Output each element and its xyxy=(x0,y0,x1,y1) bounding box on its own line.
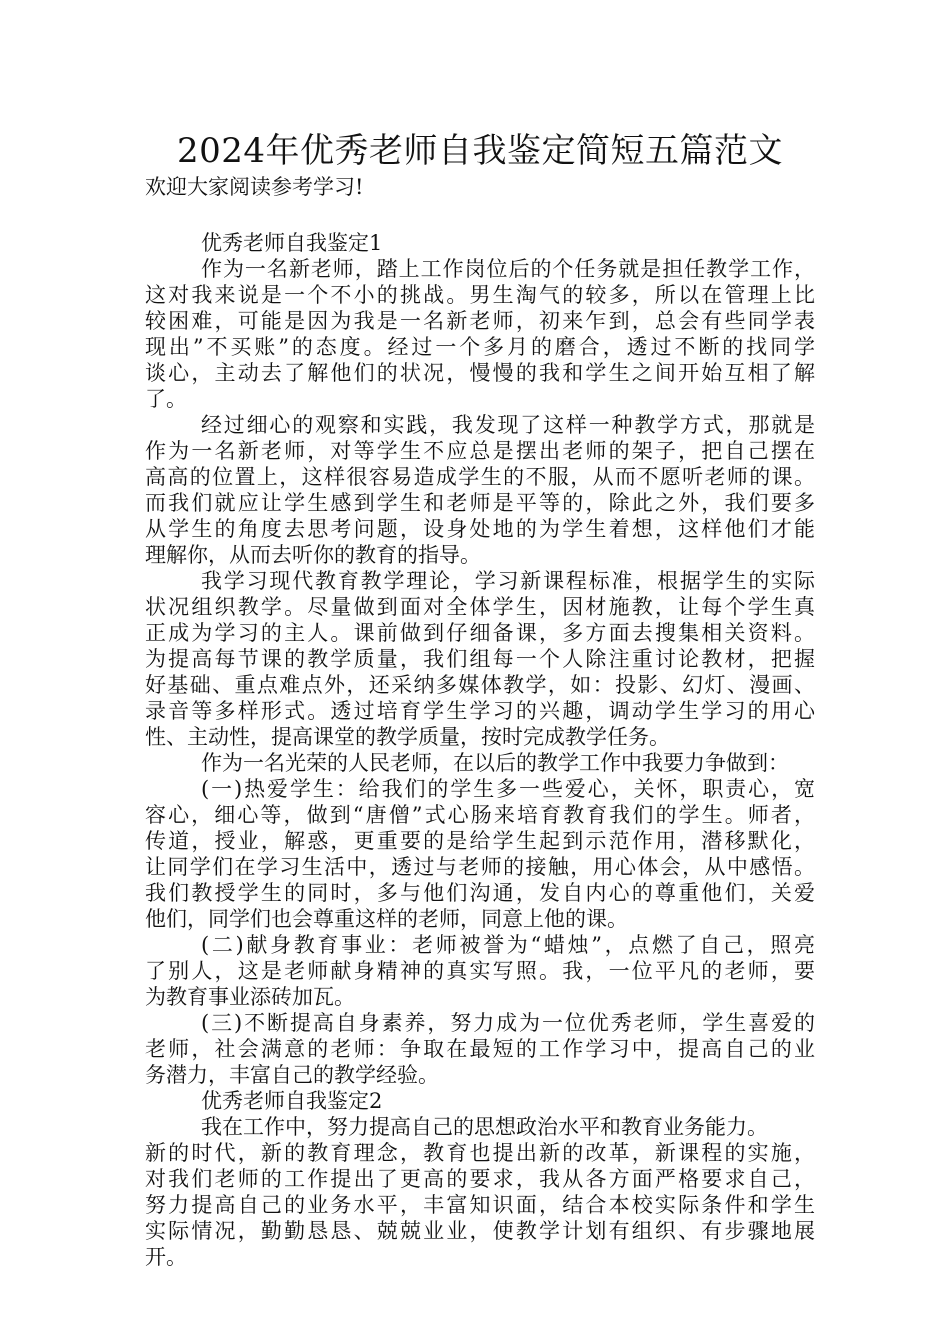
text-line: 状况组织教学。尽量做到面对全体学生，因材施教，让每个学生真 xyxy=(145,595,815,619)
text-line: 容心，细心等，做到“唐僧”式心肠来培育教育我们的学生。师者， xyxy=(145,803,815,827)
text-line: 为教育事业添砖加瓦。 xyxy=(145,985,355,1009)
text-line: 从学生的角度去思考问题，设身处地的为学生着想，这样他们才能 xyxy=(145,517,815,541)
text-line: 性、主动性，提高课堂的教学质量，按时完成教学任务。 xyxy=(145,725,670,749)
text-line: 他们，同学们也会尊重这样的老师，同意上他的课。 xyxy=(145,907,628,931)
text-line: (二)献身教育事业：老师被誉为“蜡烛”，点燃了自己，照亮 xyxy=(201,933,815,957)
text-line: 而我们就应让学生感到学生和老师是平等的，除此之外，我们要多 xyxy=(145,491,815,515)
text-line: 了别人，这是老师献身精神的真实写照。我，一位平凡的老师，要 xyxy=(145,959,815,983)
text-line: 经过细心的观察和实践，我发现了这样一种教学方式，那就是 xyxy=(201,413,815,437)
text-line: 好基础、重点难点外，还采纳多媒体教学，如：投影、幻灯、漫画、 xyxy=(145,673,815,697)
text-line: 作为一名新老师，对等学生不应总是摆出老师的架子，把自己摆在 xyxy=(145,439,815,463)
text-line: (三)不断提高自身素养，努力成为一位优秀老师，学生喜爱的 xyxy=(201,1011,815,1035)
text-line: 为提高每节课的教学质量，我们组每一个人除注重讨论教材，把握 xyxy=(145,647,815,671)
text-line: 谈心，主动去了解他们的状况，慢慢的我和学生之间开始互相了解 xyxy=(145,361,815,385)
document-title: 2024年优秀老师自我鉴定简短五篇范文 xyxy=(176,131,784,171)
text-line: 对我们老师的工作提出了更高的要求，我从各方面严格要求自己， xyxy=(145,1167,815,1191)
text-line: 现出”不买账”的态度。经过一个多月的磨合，透过不断的找同学 xyxy=(145,335,815,359)
text-line: 新的时代，新的教育理念，教育也提出新的改革，新课程的实施， xyxy=(145,1141,815,1165)
text-line: 作为一名新老师，踏上工作岗位后的个任务就是担任教学工作， xyxy=(201,257,815,281)
text-line: 这对我来说是一个不小的挑战。男生淘气的较多，所以在管理上比 xyxy=(145,283,815,307)
text-line: 务潜力，丰富自己的教学经验。 xyxy=(145,1063,439,1087)
text-line: 老师，社会满意的老师：争取在最短的工作学习中，提高自己的业 xyxy=(145,1037,815,1061)
text-line: 我们教授学生的同时，多与他们沟通，发自内心的尊重他们，关爱 xyxy=(145,881,815,905)
text-line: 优秀老师自我鉴定1 xyxy=(201,231,383,255)
text-line: 实际情况，勤勤恳恳、兢兢业业，使教学计划有组织、有步骤地展 xyxy=(145,1219,815,1243)
text-line: 了。 xyxy=(145,387,187,411)
welcome-text: 欢迎大家阅读参考学习! xyxy=(145,175,364,199)
text-line: 作为一名光荣的人民老师，在以后的教学工作中我要力争做到： xyxy=(201,751,789,775)
text-line: 传道，授业，解惑，更重要的是给学生起到示范作用，潜移默化， xyxy=(145,829,815,853)
text-line: 高高的位置上，这样很容易造成学生的不服，从而不愿听老师的课。 xyxy=(145,465,815,489)
text-line: 优秀老师自我鉴定2 xyxy=(201,1089,383,1113)
document-page xyxy=(145,128,815,1270)
text-line: 开。 xyxy=(145,1245,187,1269)
text-line: 录音等多样形式。透过培育学生学习的兴趣，调动学生学习的用心 xyxy=(145,699,815,723)
document-body xyxy=(145,230,815,1270)
text-line: 我学习现代教育教学理论，学习新课程标准，根据学生的实际 xyxy=(201,569,815,593)
text-line: (一)热爱学生：给我们的学生多一些爱心，关怀，职责心，宽 xyxy=(201,777,815,801)
text-line: 让同学们在学习生活中，透过与老师的接触，用心体会，从中感悟。 xyxy=(145,855,815,879)
text-line: 理解你，从而去听你的教育的指导。 xyxy=(145,543,481,567)
text-line: 我在工作中，努力提高自己的思想政治水平和教育业务能力。 xyxy=(201,1115,768,1139)
text-line: 较困难，可能是因为我是一名新老师，初来乍到，总会有些同学表 xyxy=(145,309,815,333)
text-line: 努力提高自己的业务水平，丰富知识面，结合本校实际条件和学生 xyxy=(145,1193,815,1217)
text-line: 正成为学习的主人。课前做到仔细备课，多方面去搜集相关资料。 xyxy=(145,621,815,645)
